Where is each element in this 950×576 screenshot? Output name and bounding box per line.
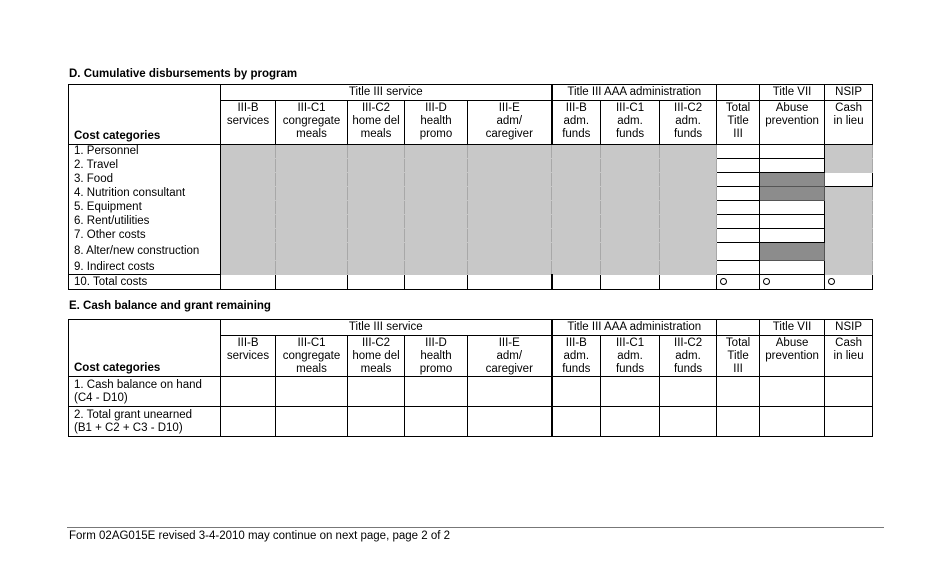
group-nsip: NSIP xyxy=(825,85,873,101)
cost-categories-header: Cost categories xyxy=(69,85,221,145)
input-cell[interactable] xyxy=(825,377,873,407)
input-cell[interactable] xyxy=(717,407,760,437)
row-label: 9. Indirect costs xyxy=(69,261,221,275)
col-header: Total Title III xyxy=(717,336,760,377)
input-cell[interactable] xyxy=(221,377,276,407)
group-title-iii-aaa: Title III AAA administration xyxy=(552,85,717,101)
input-cell[interactable] xyxy=(717,243,760,261)
input-cell[interactable] xyxy=(825,173,873,187)
row-label: 8. Alter/new construction xyxy=(69,243,221,261)
input-cell[interactable] xyxy=(717,187,760,201)
total-abuse-cell[interactable] xyxy=(760,275,825,290)
col-header: III-C1 adm. funds xyxy=(601,336,660,377)
row-label xyxy=(69,407,221,437)
input-cell[interactable] xyxy=(276,407,348,437)
total-costs-label: 10. Total costs xyxy=(69,275,221,290)
col-header: III-C1 congregate meals xyxy=(276,101,348,145)
group-title-vii: Title VII xyxy=(760,320,825,336)
col-header: III-C2 home del meals xyxy=(348,101,405,145)
col-header: Cash in lieu xyxy=(825,101,873,145)
input-cell[interactable] xyxy=(468,407,552,437)
input-cell[interactable] xyxy=(601,407,660,437)
col-header: III-E adm/ caregiver xyxy=(468,101,552,145)
input-cell[interactable] xyxy=(760,145,825,159)
input-cell[interactable] xyxy=(760,201,825,215)
col-header: III-B services xyxy=(221,336,276,377)
input-cell[interactable] xyxy=(760,377,825,407)
cash-balance-table xyxy=(68,319,873,437)
row-label: 2. Travel xyxy=(69,159,221,173)
row-label: 5. Equipment xyxy=(69,201,221,215)
input-cell[interactable] xyxy=(468,275,552,290)
cash-balance-label: 1. Cash balance on hand (C4 - D10) xyxy=(74,378,202,404)
input-cell[interactable] xyxy=(717,215,760,229)
input-cell[interactable] xyxy=(601,377,660,407)
row-label: 1. Personnel xyxy=(69,145,221,159)
circle-icon xyxy=(763,278,770,285)
col-header: III-B adm. funds xyxy=(552,336,601,377)
cost-categories-header: Cost categories xyxy=(69,320,221,377)
input-cell[interactable] xyxy=(760,159,825,173)
col-header: Abuse prevention xyxy=(760,101,825,145)
form-footer: Form 02AG015E revised 3-4-2010 may continue on next page, page 2 of 2 xyxy=(69,530,451,542)
input-cell[interactable] xyxy=(348,377,405,407)
col-header: III-C2 adm. funds xyxy=(660,101,717,145)
input-cell[interactable] xyxy=(348,407,405,437)
input-cell[interactable] xyxy=(552,377,601,407)
col-header: III-B services xyxy=(221,101,276,145)
input-cell[interactable] xyxy=(760,407,825,437)
input-cell[interactable] xyxy=(717,261,760,275)
group-title-iii-service: Title III service xyxy=(221,85,552,101)
section-d-title: D. Cumulative disbursements by program xyxy=(69,68,298,80)
input-cell[interactable] xyxy=(760,261,825,275)
footer-divider xyxy=(67,527,884,528)
input-cell[interactable] xyxy=(760,215,825,229)
col-header: Abuse prevention xyxy=(760,336,825,377)
col-header: III-B adm. funds xyxy=(552,101,601,145)
col-header: Cash in lieu xyxy=(825,336,873,377)
col-header: III-C2 adm. funds xyxy=(660,336,717,377)
circle-icon xyxy=(828,278,835,285)
row-label: 3. Food xyxy=(69,173,221,187)
input-cell[interactable] xyxy=(717,201,760,215)
input-cell[interactable] xyxy=(468,377,552,407)
group-title-iii-service: Title III service xyxy=(221,320,552,336)
input-cell[interactable] xyxy=(717,159,760,173)
input-cell[interactable] xyxy=(601,275,660,290)
col-header: III-C1 adm. funds xyxy=(601,101,660,145)
total-title-iii-cell[interactable] xyxy=(717,275,760,290)
circle-icon xyxy=(720,278,727,285)
row-label: 7. Other costs xyxy=(69,229,221,243)
input-cell[interactable] xyxy=(552,407,601,437)
input-cell[interactable] xyxy=(405,275,468,290)
cumulative-disbursements-table xyxy=(68,84,873,290)
col-header: III-D health promo xyxy=(405,336,468,377)
input-cell[interactable] xyxy=(405,407,468,437)
input-cell[interactable] xyxy=(717,229,760,243)
input-cell[interactable] xyxy=(552,275,601,290)
group-blank xyxy=(717,85,760,101)
group-blank xyxy=(717,320,760,336)
col-header: III-C1 congregate meals xyxy=(276,336,348,377)
input-cell[interactable] xyxy=(276,377,348,407)
input-cell[interactable] xyxy=(660,407,717,437)
input-cell[interactable] xyxy=(221,407,276,437)
section-e-title: E. Cash balance and grant remaining xyxy=(69,300,271,312)
input-cell[interactable] xyxy=(348,275,405,290)
group-title-iii-aaa: Title III AAA administration xyxy=(552,320,717,336)
group-nsip: NSIP xyxy=(825,320,873,336)
col-header: III-D health promo xyxy=(405,101,468,145)
input-cell[interactable] xyxy=(717,145,760,159)
row-label xyxy=(69,377,221,407)
input-cell[interactable] xyxy=(825,407,873,437)
row-label: 6. Rent/utilities xyxy=(69,215,221,229)
input-cell[interactable] xyxy=(717,173,760,187)
input-cell[interactable] xyxy=(760,229,825,243)
input-cell[interactable] xyxy=(276,275,348,290)
input-cell[interactable] xyxy=(717,377,760,407)
input-cell[interactable] xyxy=(405,377,468,407)
col-header: III-C2 home del meals xyxy=(348,336,405,377)
input-cell[interactable] xyxy=(660,377,717,407)
input-cell[interactable] xyxy=(221,275,276,290)
group-title-vii: Title VII xyxy=(760,85,825,101)
col-header: III-E adm/ caregiver xyxy=(468,336,552,377)
row-label: 4. Nutrition consultant xyxy=(69,187,221,201)
col-header: Total Title III xyxy=(717,101,760,145)
input-cell[interactable] xyxy=(660,275,717,290)
grant-unearned-label: 2. Total grant unearned (B1 + C2 + C3 - D10) xyxy=(74,408,193,434)
total-cash-cell[interactable] xyxy=(825,275,873,290)
